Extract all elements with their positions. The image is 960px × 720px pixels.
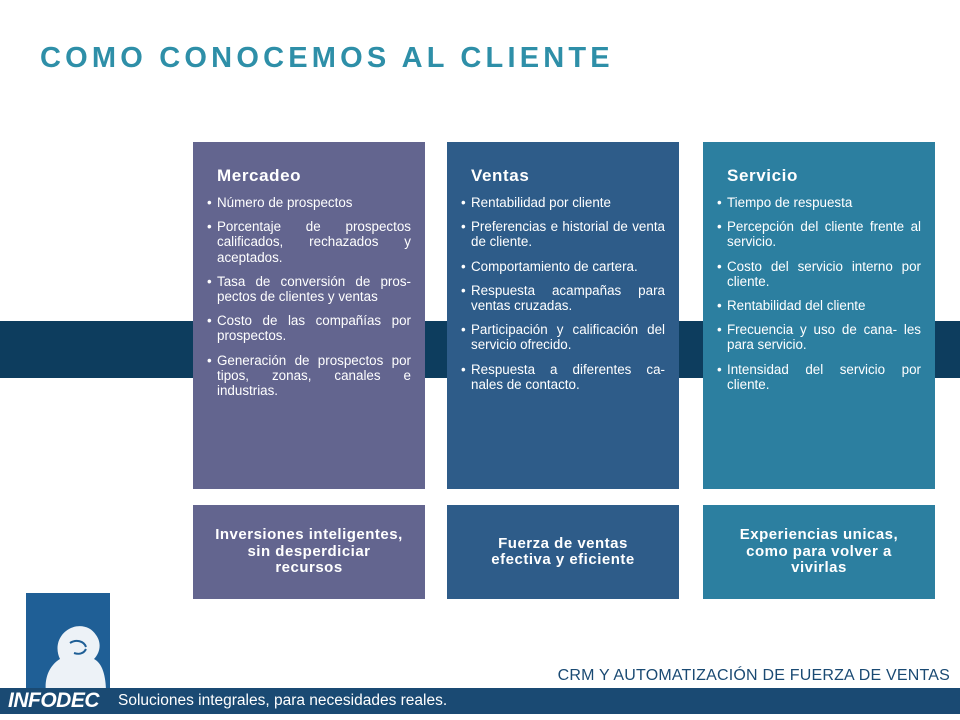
metrics-list [207,195,411,398]
list-item: • Tasa de conversión de pros- pectos de clientes y ventas [207,273,411,305]
summary-text: Inversiones inteligentes, sin desperdiciar recursos [215,526,403,577]
list-item: • Rentabilidad del cliente [717,298,866,314]
footer-caption: CRM Y AUTOMATIZACIÓN DE FUERZA DE VENTAS [557,667,950,684]
metrics-list [461,195,665,392]
list-item: • Participación y calificación del servicio ofrecido. [461,322,665,353]
brand-tagline: Soluciones integrales, para necesidades reales. [118,692,448,709]
list-item: • Preferencias e historial de venta de cliente. [461,219,665,250]
list-item: • Percepción del cliente frente al servicio. [717,219,921,250]
column-heading: Servicio [727,166,798,185]
list-item: • Respuesta acampañas para ventas cruzadas. [461,282,665,314]
column-mercadeo [193,142,425,489]
column-heading: Mercadeo [217,166,302,185]
list-item: • Rentabilidad por cliente [461,195,611,210]
list-item: • Número de prospectos [207,195,353,210]
column-ventas [447,142,679,489]
column-heading: Ventas [471,166,530,185]
brand-name: INFODEC [8,689,99,712]
list-item: • Costo de las compañías por prospectos. [207,313,411,344]
list-item: • Respuesta a diferentes ca- nales de contacto. [461,361,665,392]
list-item: • Intensidad del servicio por cliente. [717,361,921,392]
summary-box-ventas [447,505,679,599]
list-item: • Porcentaje de prospectos calificados, rechazados y aceptados. [207,219,411,265]
list-item: • Frecuencia y uso de cana- les para servicio. [717,322,921,353]
summary-box-servicio [703,505,935,599]
column-servicio [703,142,935,489]
list-item: • Generación de prospectos por tipos, zonas, canales e industrias. [207,352,411,399]
list-item: • Costo del servicio interno por cliente. [717,258,921,289]
slide-title: COMO CONOCEMOS AL CLIENTE [40,42,614,74]
list-item: • Tiempo de respuesta [717,195,853,210]
metrics-list [717,195,921,392]
list-item: • Comportamiento de cartera. [461,258,638,274]
infodec-logo-icon [26,593,110,693]
summary-box-mercadeo [193,505,425,599]
summary-text: Experiencias unicas, como para volver a vivirlas [739,526,899,577]
summary-text: Fuerza de ventas efectiva y eficiente [491,534,635,568]
